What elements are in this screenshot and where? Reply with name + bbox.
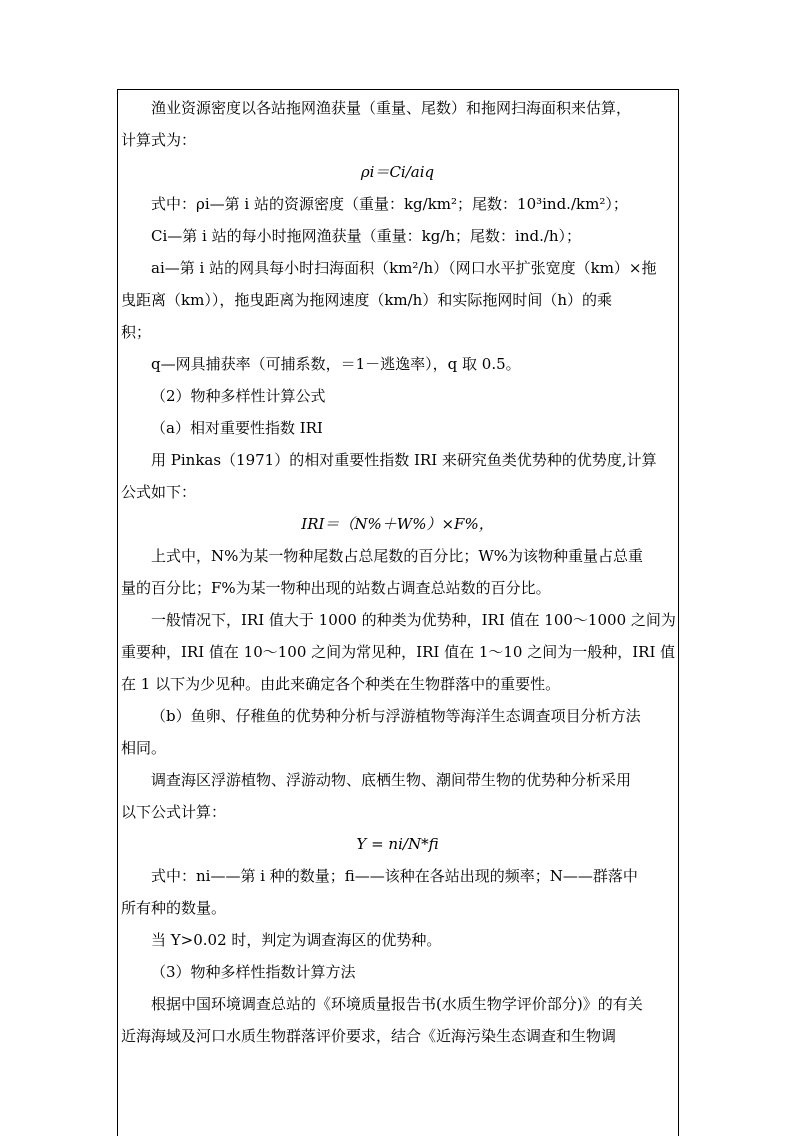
formula-dominance: Y = ni/N*fi <box>356 835 439 853</box>
definition-q: q—网具捕获率（可捕系数，＝1－逃逸率），q 取 0.5。 <box>151 355 521 373</box>
paragraph-iri-terms: 上式中，N%为某一物种尾数占总尾数的百分比；W%为该物种重量占总重 <box>151 547 644 565</box>
heading-diversity-index: （3）物种多样性指数计算方法 <box>151 963 356 981</box>
definition-y: 式中：ni——第 i 种的数量；fi——该种在各站出现的频率；N——群落中 <box>151 867 638 885</box>
definition-a: ai—第 i 站的网具每小时扫海面积（km²/h）（网口水平扩张宽度（km）×拖 <box>151 259 657 277</box>
paragraph-iri-levels-end: 在 1 以下为少见种。由此来确定各个种类在生物群落中的重要性。 <box>121 675 561 693</box>
heading-diversity-formula: （2）物种多样性计算公式 <box>151 387 326 405</box>
paragraph-pinkas: 用 Pinkas（1971）的相对重要性指数 IRI 来研究鱼类优势种的优势度,计算 <box>151 451 657 469</box>
paragraph-survey-cont: 以下公式计算： <box>121 803 227 821</box>
document-body <box>121 92 674 1052</box>
heading-iri: （a）相对重要性指数 IRI <box>151 419 323 437</box>
formula-density: ρi＝Ci/aiq <box>360 163 435 181</box>
definition-a-cont: 曳距离（km）），拖曳距离为拖网速度（km/h）和实际拖网时间（h）的乘 <box>121 291 613 309</box>
paragraph-reference-cont: 近海海域及河口水质生物群落评价要求，结合《近海污染生态调查和生物调 <box>121 1027 617 1045</box>
paragraph-pinkas-cont: 公式如下： <box>121 483 197 501</box>
paragraph-iri-levels: 一般情况下，IRI 值大于 1000 的种类为优势种，IRI 值在 100～1000 之间为 <box>151 611 676 629</box>
paragraph-survey: 调查海区浮游植物、浮游动物、底栖生物、潮间带生物的优势种分析采用 <box>151 771 632 789</box>
paragraph-reference: 根据中国环境调查总站的《环境质量报告书(水质生物学评价部分)》的有关 <box>151 995 643 1013</box>
definition-y-cont: 所有种的数量。 <box>121 899 227 917</box>
paragraph-fish-eggs-cont: 相同。 <box>121 739 167 757</box>
formula-iri: IRI＝（N%＋W%）×F%， <box>301 515 494 533</box>
paragraph-iri-terms-cont: 量的百分比；F%为某一物种出现的站数占调查总站数的百分比。 <box>121 579 551 597</box>
paragraph-fish-eggs: （b）鱼卵、仔稚鱼的优势种分析与浮游植物等海洋生态调查项目分析方法 <box>151 707 641 725</box>
paragraph-threshold: 当 Y>0.02 时，判定为调查海区的优势种。 <box>151 931 442 949</box>
definition-rho: 式中：ρi—第 i 站的资源密度（重量：kg/km²；尾数：10³ind./km²）； <box>151 195 628 213</box>
paragraph-density-intro-cont: 计算式为： <box>121 131 197 149</box>
definition-a-end: 积； <box>121 323 152 341</box>
paragraph-iri-levels-cont: 重要种，IRI 值在 10～100 之间为常见种，IRI 值在 1～10 之间为一般种，IRI 值 <box>121 643 676 661</box>
definition-c: Ci—第 i 站的每小时拖网渔获量（重量：kg/h；尾数：ind./h）； <box>151 227 582 245</box>
paragraph-density-intro: 渔业资源密度以各站拖网渔获量（重量、尾数）和拖网扫海面积来估算， <box>151 99 632 117</box>
